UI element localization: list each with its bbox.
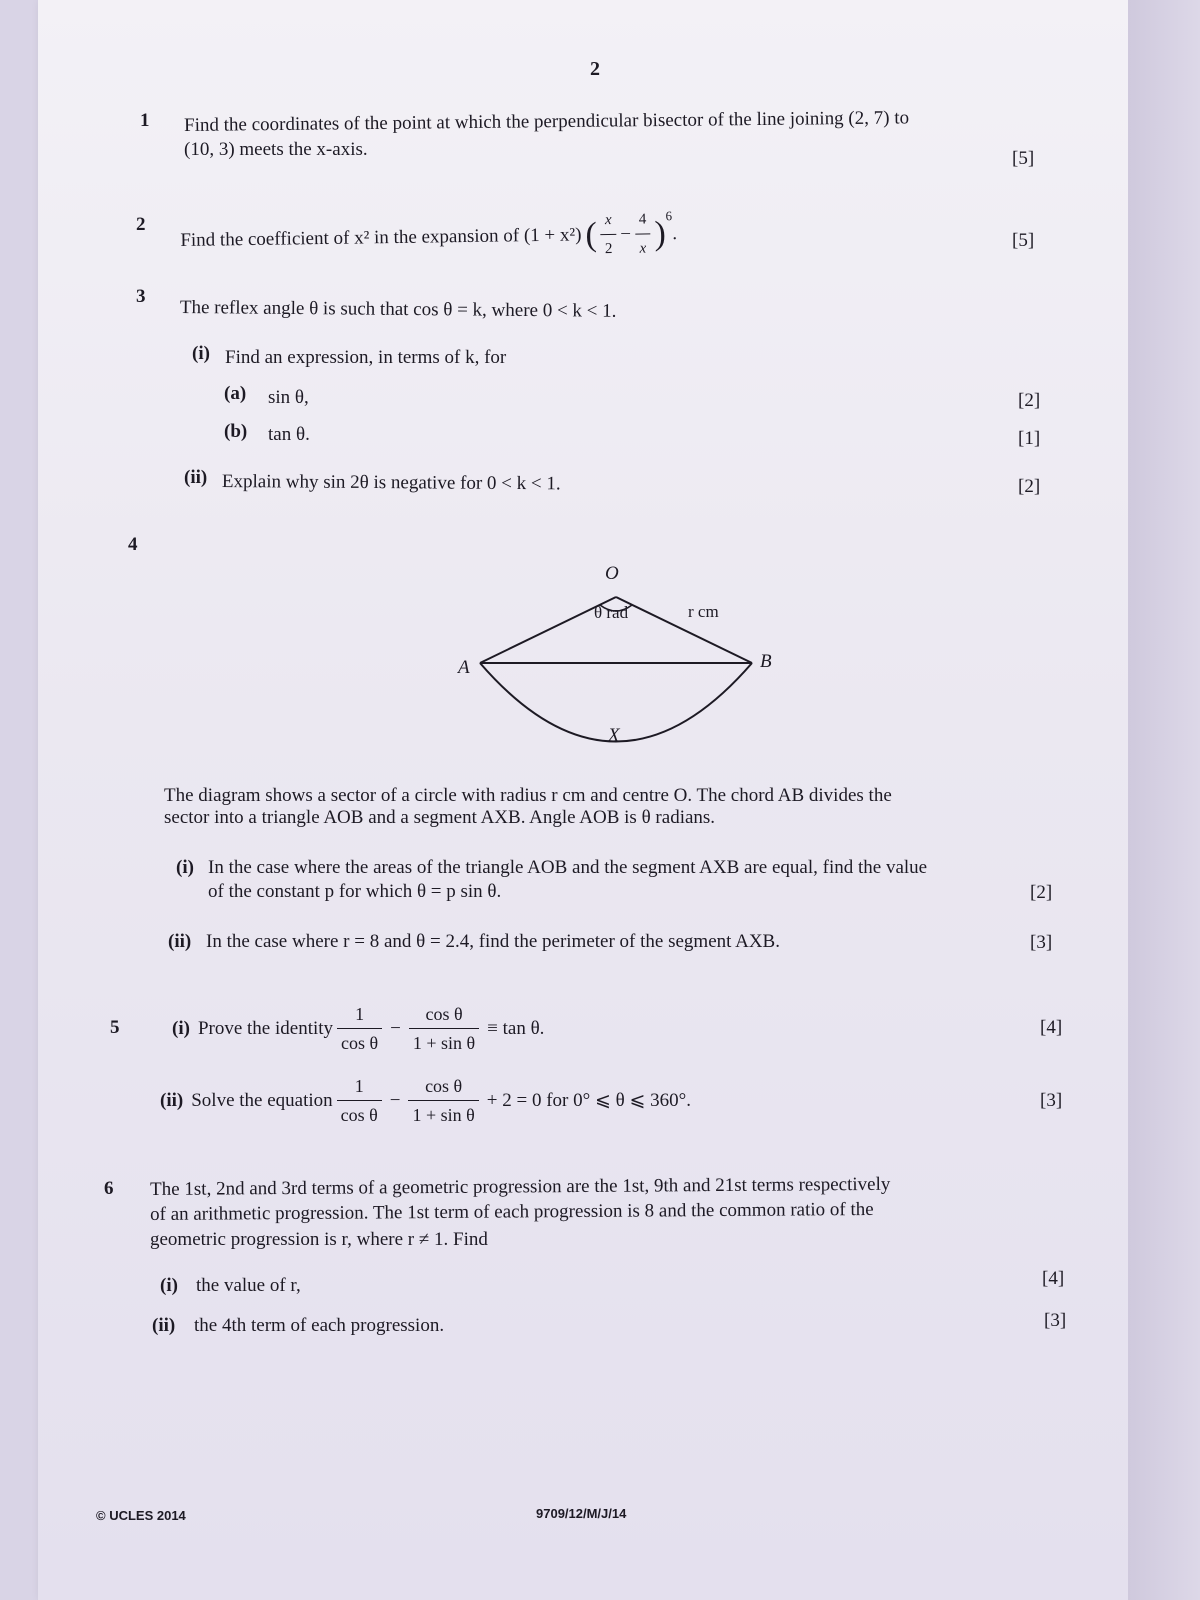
marks: [5] [1012,230,1035,251]
part-text: sin θ, [268,387,309,408]
question-text: The diagram shows a sector of a circle with radius r cm and centre O. The chord AB divides the [164,785,892,806]
part-text: tan θ. [268,424,310,445]
power: 6 [665,207,673,223]
question-text: (10, 3) meets the x-axis. [184,139,368,160]
marks: [5] [1012,148,1035,169]
question-text: of an arithmetic progression. The 1st term of each progression is 8 and the common ratio of the [150,1198,874,1225]
question-text: The 1st, 2nd and 3rd terms of a geometric progression are the 1st, 9th and 21st terms respectively [150,1173,891,1200]
marks: [3] [1040,1090,1063,1111]
question-number: 1 [140,110,150,131]
label-x: X [608,725,620,746]
part-text: In the case where r = 8 and θ = 2.4, find the perimeter of the segment AXB. [206,931,780,952]
part-label: (b) [224,421,248,442]
sector-diagram [440,555,800,755]
part-text: Prove the identity [197,1017,334,1039]
question-text: sector into a triangle AOB and a segment AXB. Angle AOB is θ radians. [164,807,716,828]
fraction: $\frac{\text{cos θ}}{\text{1 + sin θ}}$ [409,1002,479,1055]
part-text: Explain why sin 2θ is negative for 0 < k < 1. [221,470,561,495]
minus-sign: − [389,1089,401,1111]
part-text: ≡ tan θ. [487,1017,545,1039]
part-label: (a) [224,383,247,404]
minus-sign: − [390,1017,401,1039]
fraction: $\frac{4}{x}$ [635,207,651,260]
question-text-row [180,207,677,267]
part-label: (i) [172,1017,190,1039]
marks: [3] [1044,1310,1067,1331]
part-label: (i) [160,1275,178,1296]
close-paren: ) [654,214,667,252]
marks: [4] [1040,1017,1063,1038]
copyright: © UCLES 2014 [96,1508,186,1523]
marks: [3] [1030,932,1053,953]
label-angle: θ rad [594,603,629,622]
question-text: Find the coordinates of the point at which the perpendicular bisector of the line joining (2, 7) to [184,107,910,136]
part-text: Find an expression, in terms of k, for [225,347,507,368]
label-radius: r cm [688,602,719,621]
label-o: O [605,563,619,584]
fraction: $\frac{\text{cos θ}}{\text{1 + sin θ}}$ [408,1074,478,1127]
fraction: $\frac{1}{\text{cos θ}}$ [337,1074,382,1127]
full-stop: . [672,222,678,244]
label-a: A [458,657,470,678]
open-paren: ( [585,215,598,253]
part-text: of the constant p for which θ = p sin θ. [208,881,502,902]
page-number: 2 [590,58,600,80]
fraction: $\frac{1}{\text{cos θ}}$ [337,1002,382,1055]
part-label: (i) [176,857,194,878]
question-number: 4 [128,534,138,555]
part-ii-row [160,1074,691,1127]
part-label: (ii) [160,1089,184,1111]
part-label: (ii) [152,1315,176,1336]
label-b: B [760,651,772,672]
marks: [2] [1018,390,1041,411]
part-text: the 4th term of each progression. [194,1315,445,1336]
part-text: In the case where the areas of the triangle AOB and the segment AXB are equal, find the value [208,857,928,878]
fraction: $\frac{x}{2}$ [600,208,616,261]
part-label: (ii) [184,467,208,488]
question-number: 2 [136,214,146,235]
marks: [1] [1018,428,1041,449]
question-number: 5 [110,1017,120,1038]
part-label: (i) [192,343,210,364]
question-number: 3 [136,286,146,307]
question-text: Find the coefficient of x² in the expansion of (1 + x²) [180,223,582,251]
part-label: (ii) [168,931,192,952]
next-page-edge [1128,0,1200,1600]
question-text: geometric progression is r, where r ≠ 1. Find [150,1229,488,1250]
part-text: Solve the equation [191,1089,333,1111]
question-text: The reflex angle θ is such that cos θ = k, where 0 < k < 1. [179,296,617,322]
minus-sign: − [620,223,632,245]
paper-code: 9709/12/M/J/14 [536,1506,627,1521]
question-number: 6 [104,1178,114,1199]
marks: [2] [1030,882,1053,903]
part-i-row [172,1002,544,1055]
radius-ob [616,597,752,663]
marks: [2] [1018,476,1041,497]
part-text: + 2 = 0 for 0° ⩽ θ ⩽ 360°. [486,1089,691,1111]
marks: [4] [1042,1268,1065,1289]
part-text: the value of r, [196,1275,301,1296]
